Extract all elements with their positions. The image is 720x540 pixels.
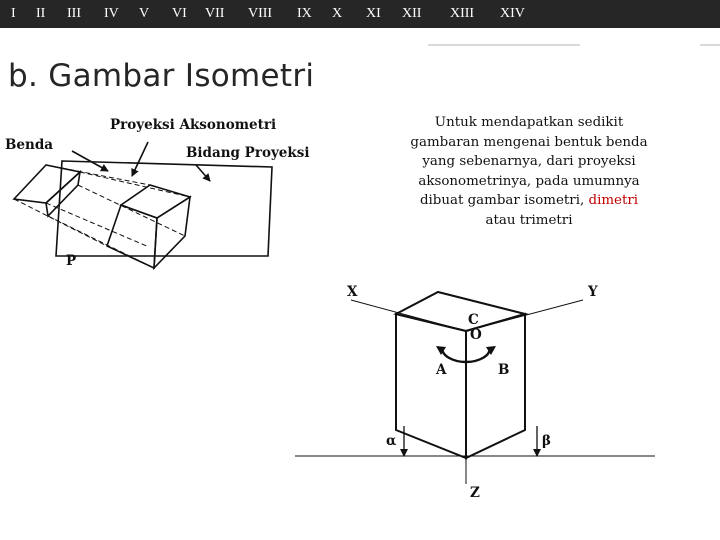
nav-item-7[interactable]: VII [205, 6, 225, 21]
nav-item-1[interactable]: I [11, 6, 16, 21]
benda-side-face [46, 172, 80, 216]
nav-item-9[interactable]: IX [297, 6, 312, 21]
alpha-label: α [386, 433, 397, 449]
projected-cube-right [154, 197, 190, 268]
cube-top-face [396, 292, 525, 331]
p-label: P [66, 253, 77, 269]
projection-plane [56, 161, 272, 256]
b-label: B [498, 362, 510, 378]
nav-item-10[interactable]: X [332, 6, 343, 21]
description-text-start: Untuk mendapatkan sedikit gambaran mengenai bentuk benda yang sebenarnya, dari proyeksi aksonometrinya, pada umumnya dibuat gambar isometri, [410, 115, 648, 209]
z-axis-label: Z [470, 485, 480, 501]
c-label: C [468, 312, 479, 328]
nav-item-11[interactable]: XI [366, 6, 381, 21]
nav-item-8[interactable]: VIII [248, 6, 273, 21]
bidang-proyeksi-label: Bidang Proyeksi [186, 145, 310, 161]
benda-label: Benda [5, 137, 54, 153]
nav-item-4[interactable]: IV [104, 6, 119, 21]
a-label: A [436, 362, 447, 378]
nav-item-2[interactable]: II [36, 6, 46, 21]
cube-left-face [396, 314, 466, 458]
projector-lines [14, 165, 190, 268]
y-axis-label: Y [588, 284, 598, 300]
description-text-end: atau trimetri [485, 212, 573, 228]
proyeksi-arrow [132, 142, 148, 176]
beta-label: β [542, 433, 551, 449]
proyeksi-aksonometri-label: Proyeksi Aksonometri [110, 117, 277, 133]
nav-item-12[interactable]: XII [402, 6, 422, 21]
o-label: O [470, 327, 482, 343]
nav-item-13[interactable]: XIII [450, 6, 475, 21]
nav-item-14[interactable]: XIV [500, 6, 525, 21]
page-title: b. Gambar Isometri [8, 58, 315, 94]
projected-cube-left [107, 205, 157, 268]
description-highlight: dimetri [588, 193, 639, 209]
benda-top-face [14, 165, 80, 203]
bidang-arrow [196, 165, 210, 181]
projected-cube-top [121, 185, 190, 218]
nav-item-3[interactable]: III [67, 6, 81, 21]
nav-item-6[interactable]: VI [172, 6, 187, 21]
nav-item-5[interactable]: V [139, 6, 150, 21]
x-axis-label: X [347, 284, 358, 300]
